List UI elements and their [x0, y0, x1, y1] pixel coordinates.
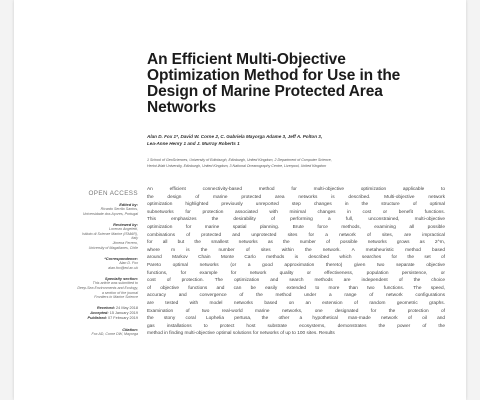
- abstract-line: subnetworks for protection associated with minimal changes in cost or benefit functions.: [147, 209, 445, 215]
- abstract-line: optimization for marine spatial planning. Brute force methods, examining all possible: [147, 224, 445, 230]
- specialty-line: Frontiers in Marine Science: [94, 295, 138, 300]
- specialty-line: a section of the journal: [101, 290, 138, 295]
- published-date: [76, 316, 138, 321]
- reviewer-line: Istituto di Scienze Marine (ISMAR),: [82, 231, 138, 236]
- correspondence-name: Alan D. Fox: [119, 261, 138, 266]
- reviewer-line: Italy: [131, 236, 138, 241]
- abstract-line: An efficient connectivity-based method for multi-objective optimization applicable to: [147, 187, 445, 192]
- abstract-line: the design of marine protected area networks is described. Multi-objective network: [147, 194, 445, 200]
- abstract-line: method in finding multi-objective optimal solutions for networks of up to 100 sites. Results: [147, 331, 335, 337]
- abstract-line: where m is the number of sites within the network. A metaheuristic method based: [147, 247, 445, 253]
- date-label: Published:: [87, 315, 107, 320]
- abstract-line: of objective functions and can be easily extended to more than two functions. The speed,: [147, 285, 445, 291]
- correspondence-heading: *Correspondence:: [104, 256, 138, 262]
- date-label: Accepted:: [90, 310, 109, 315]
- editor-line: Universidade dos Açores, Portugal: [82, 211, 138, 216]
- reviewer-line: Jimena Ferrero,: [112, 240, 138, 245]
- citation-block: [76, 327, 138, 337]
- abstract: [147, 186, 445, 338]
- abstract-line: for all but the smallest networks as the number of possible networks grows as 2^m,: [147, 240, 445, 246]
- correspondence-email-link[interactable]: alan.fox@ed.ac.uk: [108, 265, 138, 270]
- title-line: Design of Marine Protected Area: [147, 83, 383, 100]
- abstract-line: accuracy and convergence of the method under a range of network configurations: [147, 293, 445, 299]
- edited-by-block: [76, 202, 138, 216]
- reviewer-line: Lorenzo Angeletti,: [109, 227, 138, 232]
- abstract-line: gas installations to protect host substrate ecosystems, demonstrates the power of the: [147, 323, 445, 329]
- title-line: Optimization Method for Use in the: [147, 67, 401, 84]
- author-list: [147, 133, 447, 147]
- date-label: Received:: [97, 305, 115, 310]
- specialty-line: This article was submitted to: [92, 281, 138, 286]
- specialty-block: [76, 276, 138, 299]
- reviewed-by-heading: Reviewed by:: [113, 222, 138, 228]
- editor-line: Ricardo Serrão Santos,: [100, 207, 138, 211]
- open-access-label: OPEN ACCESS: [88, 190, 138, 197]
- paper-page: [14, 0, 466, 400]
- abstract-line: combinations of protected and unprotected sites for a network of sites, are impractical: [147, 232, 445, 238]
- edited-by-heading: Edited by:: [119, 202, 138, 207]
- title-line: An Efficient Multi-Objective: [147, 51, 346, 68]
- correspondence-block: [76, 256, 138, 270]
- dates-block: [76, 306, 138, 321]
- abstract-line: around Markov Chain Monte Carlo methods is described which searches for the set of: [147, 255, 445, 261]
- date-value: 15 January 2019: [109, 310, 138, 315]
- reviewed-by-block: [76, 222, 138, 250]
- title-line: Networks: [147, 99, 216, 116]
- specialty-heading: Specialty section:: [104, 276, 138, 282]
- abstract-line: Examination of two real-world marine networks, one designated for the protection of: [147, 308, 445, 314]
- abstract-line: This emphasizes the desirability of performing a full, unconstrained, multi-objective: [147, 217, 445, 223]
- citation-line: Fox AD, Corne DW, Mayorga: [91, 331, 138, 336]
- citation-heading: Citation:: [122, 326, 138, 332]
- affiliation-line: Heriot-Watt University, Edinburgh, United Kingdom, 3 National Oceanography Centre, Liverpool, United Kingdom: [147, 163, 327, 168]
- abstract-line: optimization highlighted previously unreported step changes in the structure of optimal: [147, 202, 445, 208]
- author-line: Lea-Anne Henry 1 and J. Murray Roberts 1: [147, 141, 240, 146]
- date-value: 07 February 2019: [108, 315, 138, 320]
- date-value: 24 May 2018: [116, 305, 138, 310]
- specialty-line: Deep-Sea Environments and Ecology,: [77, 285, 138, 290]
- abstract-line: the stony coral Lophelia pertusa, the other a hypothetical man-made network of oil and: [147, 316, 445, 322]
- reviewer-line: University of Magallanes, Chile: [88, 245, 138, 250]
- affiliation-line: 1 School of GeoSciences, University of Edinburgh, Edinburgh, United Kingdom, 2 Department of Computer Science,: [147, 158, 332, 162]
- abstract-line: are tested with model networks based on an extension of random geometric graphs.: [147, 300, 445, 306]
- abstract-line: cost of protection. The optimization and search methods are independent of the choice: [147, 278, 445, 284]
- article-title: [147, 52, 447, 116]
- abstract-line: Pareto optimal networks (or a good approximation thereto) given two separate objective: [147, 262, 445, 268]
- author-line: Alan D. Fox 1*, David W. Corne 2, C. Gabriela Mayorga Adame 3, Jeff A. Polton 3,: [147, 134, 323, 139]
- article-sidebar: [76, 190, 138, 342]
- affiliations: [147, 158, 447, 169]
- abstract-line: functions, for example for network quality or effectiveness, population persistence, or: [147, 270, 445, 276]
